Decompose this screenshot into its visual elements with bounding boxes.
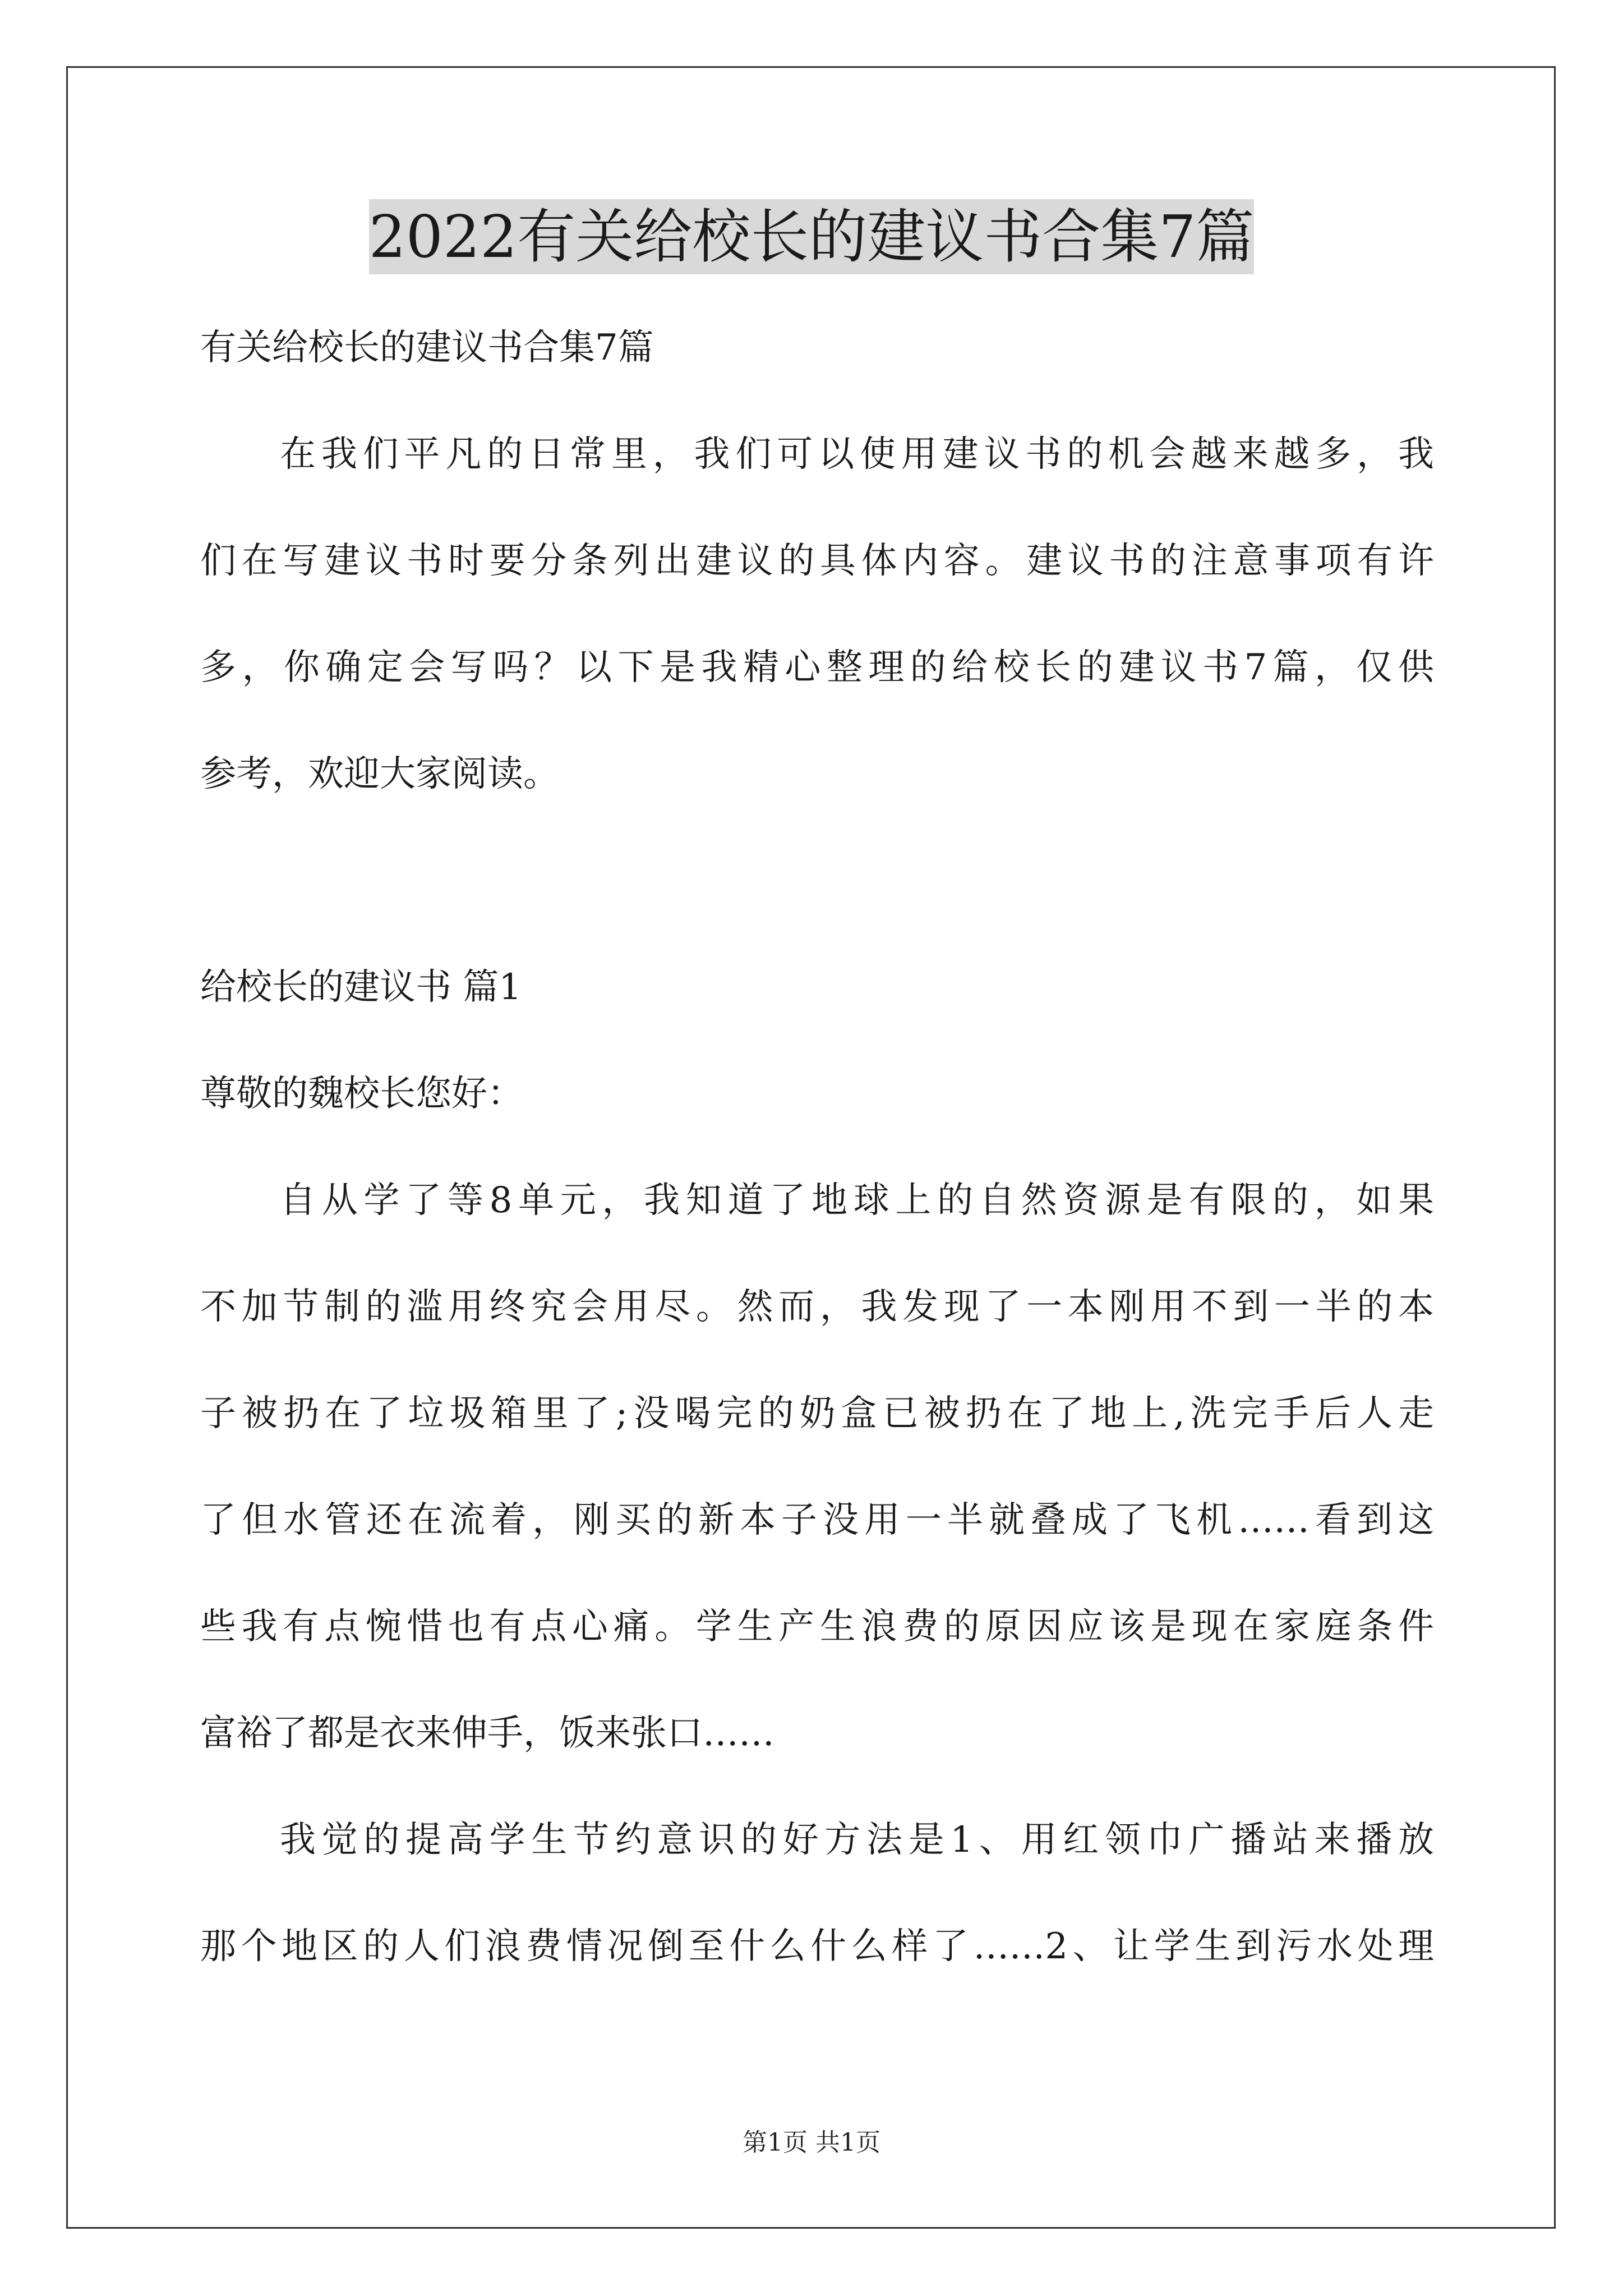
page-frame <box>66 66 1556 2229</box>
page-footer: 第1页 共1页 <box>743 2128 880 2157</box>
text-line: 们在写建议书时要分条列出建议的具体内容。建议书的注意事项有许 <box>200 540 1434 582</box>
text-line: 我觉的提高学生节约意识的好方法是1、用红领巾广播站来播放 <box>280 1819 1434 1861</box>
text-line: 多，你确定会写吗？以下是我精心整理的给校长的建议书7篇，仅供 <box>200 647 1434 688</box>
text-line: 富裕了都是衣来伸手，饭来张口…… <box>200 1713 774 1754</box>
text-line: 些我有点惋惜也有点心痛。学生产生浪费的原因应该是现在家庭条件 <box>200 1606 1434 1648</box>
text-line: 尊敬的魏校长您好： <box>200 1073 523 1115</box>
text-line: 有关给校长的建议书合集7篇 <box>200 327 654 369</box>
document-title-text: 2022有关给校长的建议书合集7篇 <box>369 199 1255 274</box>
text-line: 在我们平凡的日常里，我们可以使用建议书的机会越来越多，我 <box>280 434 1434 475</box>
text-line: 给校长的建议书 篇1 <box>200 967 522 1008</box>
text-line: 不加节制的滥用终究会用尽。然而，我发现了一本刚用不到一半的本 <box>200 1286 1434 1328</box>
text-line: 参考，欢迎大家阅读。 <box>200 753 559 795</box>
text-line: 子被扔在了垃圾箱里了;没喝完的奶盒已被扔在了地上,洗完手后人走 <box>200 1393 1434 1434</box>
text-line: 了但水管还在流着，刚买的新本子没用一半就叠成了飞机……看到这 <box>200 1499 1434 1541</box>
document-title <box>0 197 1623 276</box>
text-line: 自从学了等8单元，我知道了地球上的自然资源是有限的，如果 <box>280 1180 1434 1221</box>
text-line: 那个地区的人们浪费情况倒至什么什么样了……2、让学生到污水处理 <box>200 1926 1434 1967</box>
